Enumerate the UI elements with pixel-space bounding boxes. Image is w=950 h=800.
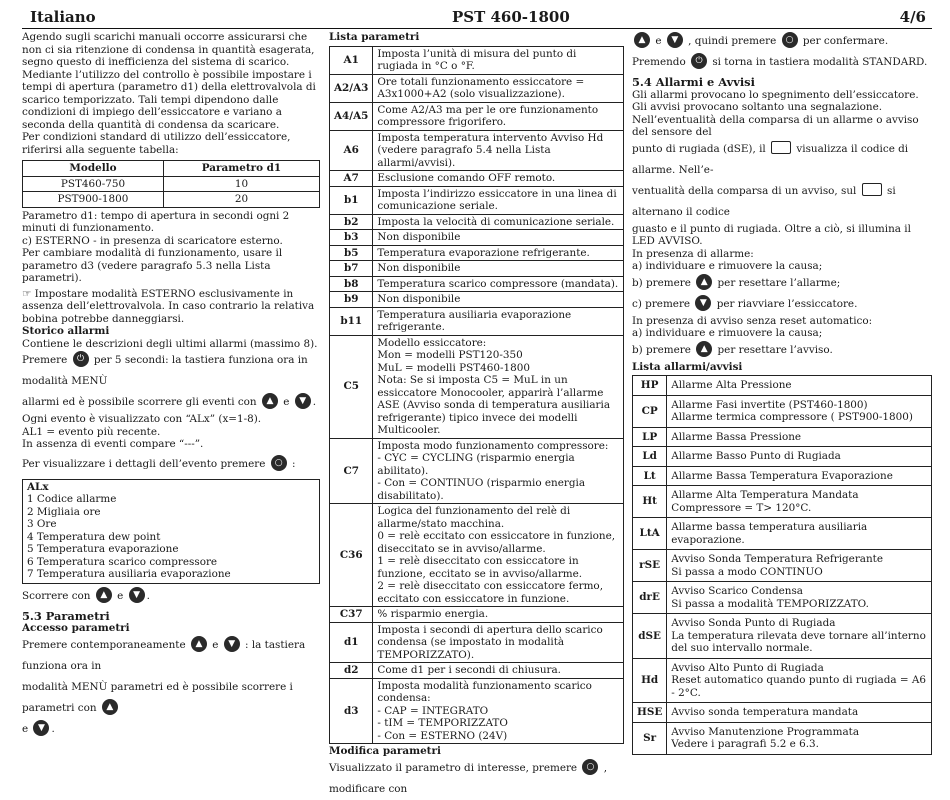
code-cell: C37 (330, 607, 373, 623)
code-cell: b5 (330, 245, 373, 261)
description-cell: Imposta temperatura intervento Avviso Hd (vedere paragrafo 5.4 nella Lista allarmi/avvisi). (373, 130, 624, 171)
table-row (633, 395, 932, 427)
table-header-row (23, 161, 320, 177)
description-cell: Avviso Scarico Condensa Si passa a modalità TEMPORIZZATO. (667, 582, 932, 614)
table-cell: PST900-1800 (23, 192, 164, 208)
text-fragment: e (22, 722, 29, 735)
description-cell: Allarme Bassa Temperatura Evaporazione (667, 466, 932, 486)
text-fragment: ventualità della comparsa di un avviso, sul (632, 184, 857, 197)
alx-title: ALx (27, 480, 49, 493)
down-arrow-icon (33, 720, 49, 736)
description-cell: Avviso Sonda Punto di Rugiada La temperatura rilevata deve tornare all’interno del suo intervallo normale. (667, 614, 932, 659)
table-row (330, 607, 624, 623)
alarm-text: Gli allarmi provocano lo spegnimento dell’essiccatore. (632, 88, 919, 101)
intro-paragraph: Per condizioni standard di utilizzo dell’essiccatore, riferirsi alla seguente tabella: (22, 131, 291, 156)
list-item: 6 Temperatura scarico compressore (27, 555, 218, 568)
description-cell: Imposta i secondi di apertura dello scarico condensa (se impostato in modalità TEMPORIZZATO). (373, 622, 624, 663)
description-cell: Avviso Alto Punto di Rugiada Reset automatico quando punto di rugiada = A6 - 2°C. (667, 658, 932, 703)
table-row (330, 663, 624, 679)
text-fragment: allarmi ed è possibile scorrere gli eventi con (22, 396, 257, 408)
table-row (633, 703, 932, 723)
code-cell: Ht (633, 486, 667, 518)
text-fragment: Visualizzato il parametro di interesse, premere (329, 761, 578, 774)
up-arrow-icon (696, 274, 712, 290)
description-cell: Non disponibile (373, 261, 624, 277)
description-cell: Non disponibile (373, 230, 624, 246)
text-fragment: si alternano il codice (632, 184, 896, 218)
code-cell: rSE (633, 550, 667, 582)
d1-note: Parametro d1: tempo di apertura in secondi ogni 2 minuti di funzionamento. (22, 209, 290, 234)
section-title-5-4: 5.4 Allarmi e Avvisi (632, 75, 755, 89)
description-cell: Imposta l’unità di misura del punto di rugiada in °C o °F. (373, 46, 624, 74)
code-cell: A6 (330, 130, 373, 171)
table-row (633, 658, 932, 703)
alarms-list-title: Lista allarmi/avvisi (632, 360, 743, 373)
code-cell: Hd (633, 658, 667, 703)
up-arrow-icon (696, 341, 712, 357)
params-table (329, 46, 624, 745)
table-row (330, 504, 624, 607)
description-cell: Logica del funzionamento del relè di allarme/stato macchina. 0 = relè eccitato con essiccatore in funzione, diseccitato se in avviso/allarme. 1 = relè diseccitato con essiccatore in funzione, eccitato se in avviso/allarme. 2 = relè diseccitato con essiccatore fermo, eccitato con essiccatore in funzione. (373, 504, 624, 607)
model-title: PST 460-1800 (452, 8, 570, 26)
table-row (330, 214, 624, 230)
text-fragment: e (283, 396, 290, 408)
accesso-title: Accesso parametri (22, 622, 130, 634)
description-cell: Esclusione comando OFF remoto. (373, 171, 624, 187)
accesso-line (22, 677, 320, 719)
table-row (330, 46, 624, 74)
description-cell: Imposta l’indirizzo essiccatore in una linea di comunicazione seriale. (373, 186, 624, 214)
up-arrow-icon (191, 636, 207, 652)
events-text: In assenza di eventi compare “---”. (22, 438, 204, 450)
table-row (330, 438, 624, 504)
events-text: AL1 = evento più recente. (22, 425, 161, 438)
table-row (330, 292, 624, 308)
text-fragment: Scorrere con (22, 589, 91, 602)
text-fragment: , quindi premere (688, 35, 777, 47)
table-row (330, 276, 624, 292)
scroll-events-line (22, 392, 320, 413)
up-arrow-icon (96, 587, 112, 603)
code-cell: b8 (330, 276, 373, 292)
display-icon (862, 183, 882, 196)
code-cell: Sr (633, 722, 667, 754)
code-cell: HSE (633, 703, 667, 723)
confirm-line (632, 31, 932, 52)
down-arrow-icon (295, 393, 311, 409)
text-fragment: Premendo (632, 56, 686, 68)
code-cell: b9 (330, 292, 373, 308)
table-row (330, 186, 624, 214)
table-row (330, 622, 624, 663)
page-number: 4/6 (899, 8, 926, 26)
code-cell: C5 (330, 335, 373, 438)
code-cell: Lt (633, 466, 667, 486)
code-cell: b7 (330, 261, 373, 277)
description-cell: Allarme Alta Pressione (667, 376, 932, 396)
description-cell: Allarme Alta Temperatura Mandata Compressore = T> 120°C. (667, 486, 932, 518)
description-cell: Allarme bassa temperatura ausiliaria evaporazione. (667, 518, 932, 550)
text-fragment: c) premere (632, 297, 691, 310)
down-arrow-icon (224, 636, 240, 652)
storico-title: Storico allarmi (22, 325, 110, 337)
table-row (633, 486, 932, 518)
warning-note: ☞ Impostare modalità ESTERNO esclusivamente in assenza dell’elettrovalvola. In caso contrario la relativa bobina potrebbe danneggiarsi. (22, 287, 315, 325)
description-cell: Temperatura ausiliaria evaporazione refrigerante. (373, 307, 624, 335)
left-column (22, 31, 320, 740)
list-item: 1 Codice allarme (27, 493, 117, 505)
down-arrow-icon (695, 295, 711, 311)
down-arrow-icon (667, 32, 683, 48)
set-button-icon (271, 455, 287, 471)
events-text: Ogni evento è visualizzato con “ALx” (x=1-8). (22, 413, 262, 425)
section-title-5-3: 5.3 Parametri (22, 608, 110, 623)
mode-button-icon (73, 351, 89, 367)
text-fragment: e (117, 589, 124, 602)
mode-button-icon (691, 53, 707, 69)
description-cell: Ore totali funzionamento essiccatore = A3x1000+A2 (solo visualizzazione). (373, 74, 624, 102)
text-fragment: per resettare l’avviso. (717, 343, 833, 356)
text-fragment: Per visualizzare i dettagli dell’evento premere (22, 457, 266, 470)
set-button-icon (582, 759, 598, 775)
table-row (633, 427, 932, 447)
list-item: 4 Temperatura dew point (27, 530, 161, 543)
code-cell: b3 (330, 230, 373, 246)
d1-table (22, 160, 320, 208)
table-cell: 10 (163, 176, 319, 192)
code-cell: d3 (330, 678, 373, 744)
step-item (632, 294, 932, 315)
code-cell: Ld (633, 447, 667, 467)
table-cell: PST460-750 (23, 176, 164, 192)
page-header (22, 6, 932, 29)
table-row (330, 74, 624, 102)
change-mode-text: Per cambiare modalità di funzionamento, usare il parametro d3 (vedere paragrafo 5.3 nella Lista parametri). (22, 247, 283, 284)
description-cell: Allarme Basso Punto di Rugiada (667, 447, 932, 467)
description-cell: Imposta modalità funzionamento scarico condensa: - CAP = INTEGRATO - tIM = TEMPORIZZATO - Con = ESTERNO (24V) (373, 678, 624, 744)
scroll-line (22, 586, 320, 607)
table-row (330, 171, 624, 187)
text-fragment: si torna in tastiera modalità STANDARD. (712, 56, 928, 68)
intro-paragraph: Mediante l’utilizzo del controllo è possibile impostare i tempi di apertura (parametro d1) della elettrovalvola di scarico temporizzato. Tali tempi dipendono dalle condizioni di impiego dell’essiccatore e variano a seconda della quantità di condensa da scaricare. (22, 68, 316, 131)
table-row (330, 307, 624, 335)
text-fragment: visualizza il codice di allarme. Nell’e- (632, 142, 909, 176)
code-cell: drE (633, 582, 667, 614)
code-cell: b2 (330, 214, 373, 230)
step-item: a) individuare e rimuovere la causa; (632, 327, 823, 339)
details-line (22, 454, 320, 475)
description-cell: Come A2/A3 ma per le ore funzionamento compressore frigorifero. (373, 102, 624, 130)
description-cell: Avviso Sonda Temperatura Refrigerante Si passa a modo CONTINUO (667, 550, 932, 582)
accesso-line (22, 635, 320, 677)
alarm-text: In presenza di avviso senza reset automatico: (632, 314, 873, 327)
code-cell: d2 (330, 663, 373, 679)
table-row (633, 614, 932, 659)
table-row (633, 550, 932, 582)
table-row (633, 722, 932, 754)
text-fragment: b) premere (632, 343, 691, 356)
accesso-line (22, 719, 320, 740)
up-arrow-icon (102, 699, 118, 715)
code-cell: A1 (330, 46, 373, 74)
code-cell: A4/A5 (330, 102, 373, 130)
set-button-icon (782, 32, 798, 48)
column-header: Parametro d1 (163, 161, 319, 177)
table-cell: 20 (163, 192, 319, 208)
alarm-text: Gli avvisi provocano soltanto una segnalazione. (632, 101, 883, 113)
code-cell: d1 (330, 622, 373, 663)
text-fragment: per riavviare l’essiccatore. (716, 297, 858, 310)
description-cell: Imposta la velocità di comunicazione seriale. (373, 214, 624, 230)
column-header: Modello (23, 161, 164, 177)
table-row (330, 230, 624, 246)
list-item: 2 Migliaia ore (27, 505, 101, 518)
table-row (633, 518, 932, 550)
params-list-title: Lista parametri (329, 31, 420, 43)
text-fragment: per confermare. (802, 35, 889, 47)
up-arrow-icon (262, 393, 278, 409)
alarm-text: guasto e il punto di rugiada. Oltre a ciò, si illumina il LED AVVISO. (632, 222, 911, 247)
table-row (633, 376, 932, 396)
table-row (330, 678, 624, 744)
alx-box (22, 479, 320, 584)
text-fragment: . (312, 396, 317, 408)
table-row (633, 447, 932, 467)
list-item: 7 Temperatura ausiliaria evaporazione (27, 568, 231, 580)
modifica-title: Modifica parametri (329, 745, 441, 757)
display-line (632, 181, 932, 223)
text-fragment: e (212, 638, 219, 651)
text-fragment: Premere (22, 354, 68, 366)
premere-line (22, 350, 320, 392)
description-cell: Allarme Bassa Pressione (667, 427, 932, 447)
description-cell: Allarme Fasi invertite (PST460-1800) Allarme termica compressore ( PST900-1800) (667, 395, 932, 427)
table-row (633, 582, 932, 614)
code-cell: C36 (330, 504, 373, 607)
description-cell: Modello essiccatore: Mon = modelli PST120-350 MuL = modelli PST460-1800 Nota: Se si imposta C5 = MuL in un essiccatore Monocooler, apparirà l’allarme ASE (Avviso sonda di temperatura ausiliaria refrigerante) tipico invece dei modelli Multicooler. (373, 335, 624, 438)
description-cell: Avviso sonda temperatura mandata (667, 703, 932, 723)
text-fragment: : la tastiera funziona ora in (22, 638, 306, 672)
code-cell: HP (633, 376, 667, 396)
description-cell: Come d1 per i secondi di chiusura. (373, 663, 624, 679)
storico-text: Contiene le descrizioni degli ultimi allarmi (massimo 8). (22, 337, 318, 350)
code-cell: b1 (330, 186, 373, 214)
code-cell: A2/A3 (330, 74, 373, 102)
table-row (23, 176, 320, 192)
table-row (633, 466, 932, 486)
text-fragment: Premere contemporaneamente (22, 638, 186, 651)
alarm-text: Nell’eventualità della comparsa di un allarme o avviso del sensore del (632, 113, 919, 138)
description-cell: Non disponibile (373, 292, 624, 308)
text-fragment: b) premere (632, 276, 691, 289)
code-cell: C7 (330, 438, 373, 504)
text-fragment: e (655, 35, 662, 47)
language-label: Italiano (30, 8, 96, 26)
list-item: 5 Temperatura evaporazione (27, 543, 179, 555)
code-cell: A7 (330, 171, 373, 187)
code-cell: dSE (633, 614, 667, 659)
step-item: a) individuare e rimuovere la causa; (632, 260, 823, 272)
table-row (23, 192, 320, 208)
alarm-text: In presenza di allarme: (632, 247, 754, 260)
text-fragment: punto di rugiada (dSE), il (632, 142, 766, 155)
text-fragment: : (292, 457, 296, 470)
text-fragment: . (146, 589, 150, 602)
code-cell: CP (633, 395, 667, 427)
code-cell: LP (633, 427, 667, 447)
text-fragment: , modificare con (329, 761, 608, 795)
table-row (330, 102, 624, 130)
table-row (330, 335, 624, 438)
display-icon (771, 141, 791, 154)
code-cell: LtA (633, 518, 667, 550)
intro-paragraph: Agendo sugli scarichi manuali occorre assicurarsi che non ci sia ritenzione di condensa in quantità esagerata, segno questo di inefficienza del sistema di scarico. (22, 31, 315, 68)
text-fragment: per resettare l’allarme; (717, 276, 841, 289)
alarms-table (632, 375, 932, 755)
down-arrow-icon (129, 587, 145, 603)
text-fragment: per 5 secondi: la tastiera funziona ora in modalità MENÙ (22, 354, 308, 387)
right-column (632, 31, 932, 755)
modifica-line (329, 758, 624, 800)
return-line (632, 52, 932, 73)
table-row (330, 130, 624, 171)
table-row (330, 261, 624, 277)
text-fragment: . (51, 722, 55, 735)
step-item (632, 273, 932, 294)
description-cell: Avviso Manutenzione Programmata Vedere i paragrafi 5.2 e 6.3. (667, 722, 932, 754)
description-cell: Temperatura evaporazione refrigerante. (373, 245, 624, 261)
display-line (632, 139, 932, 181)
up-arrow-icon (634, 32, 650, 48)
step-item (632, 340, 932, 361)
table-row (330, 245, 624, 261)
description-cell: % risparmio energia. (373, 607, 624, 623)
esterno-item: c) ESTERNO - in presenza di scaricatore esterno. (22, 234, 283, 247)
middle-column (329, 31, 624, 800)
text-fragment: modalità MENÙ parametri ed è possibile scorrere i parametri con (22, 680, 293, 714)
description-cell: Imposta modo funzionamento compressore: - CYC = CYCLING (risparmio energia abilitato). - Con = CONTINUO (risparmio energia disabilitato). (373, 438, 624, 504)
description-cell: Temperatura scarico compressore (mandata). (373, 276, 624, 292)
code-cell: b11 (330, 307, 373, 335)
list-item: 3 Ore (27, 518, 57, 530)
